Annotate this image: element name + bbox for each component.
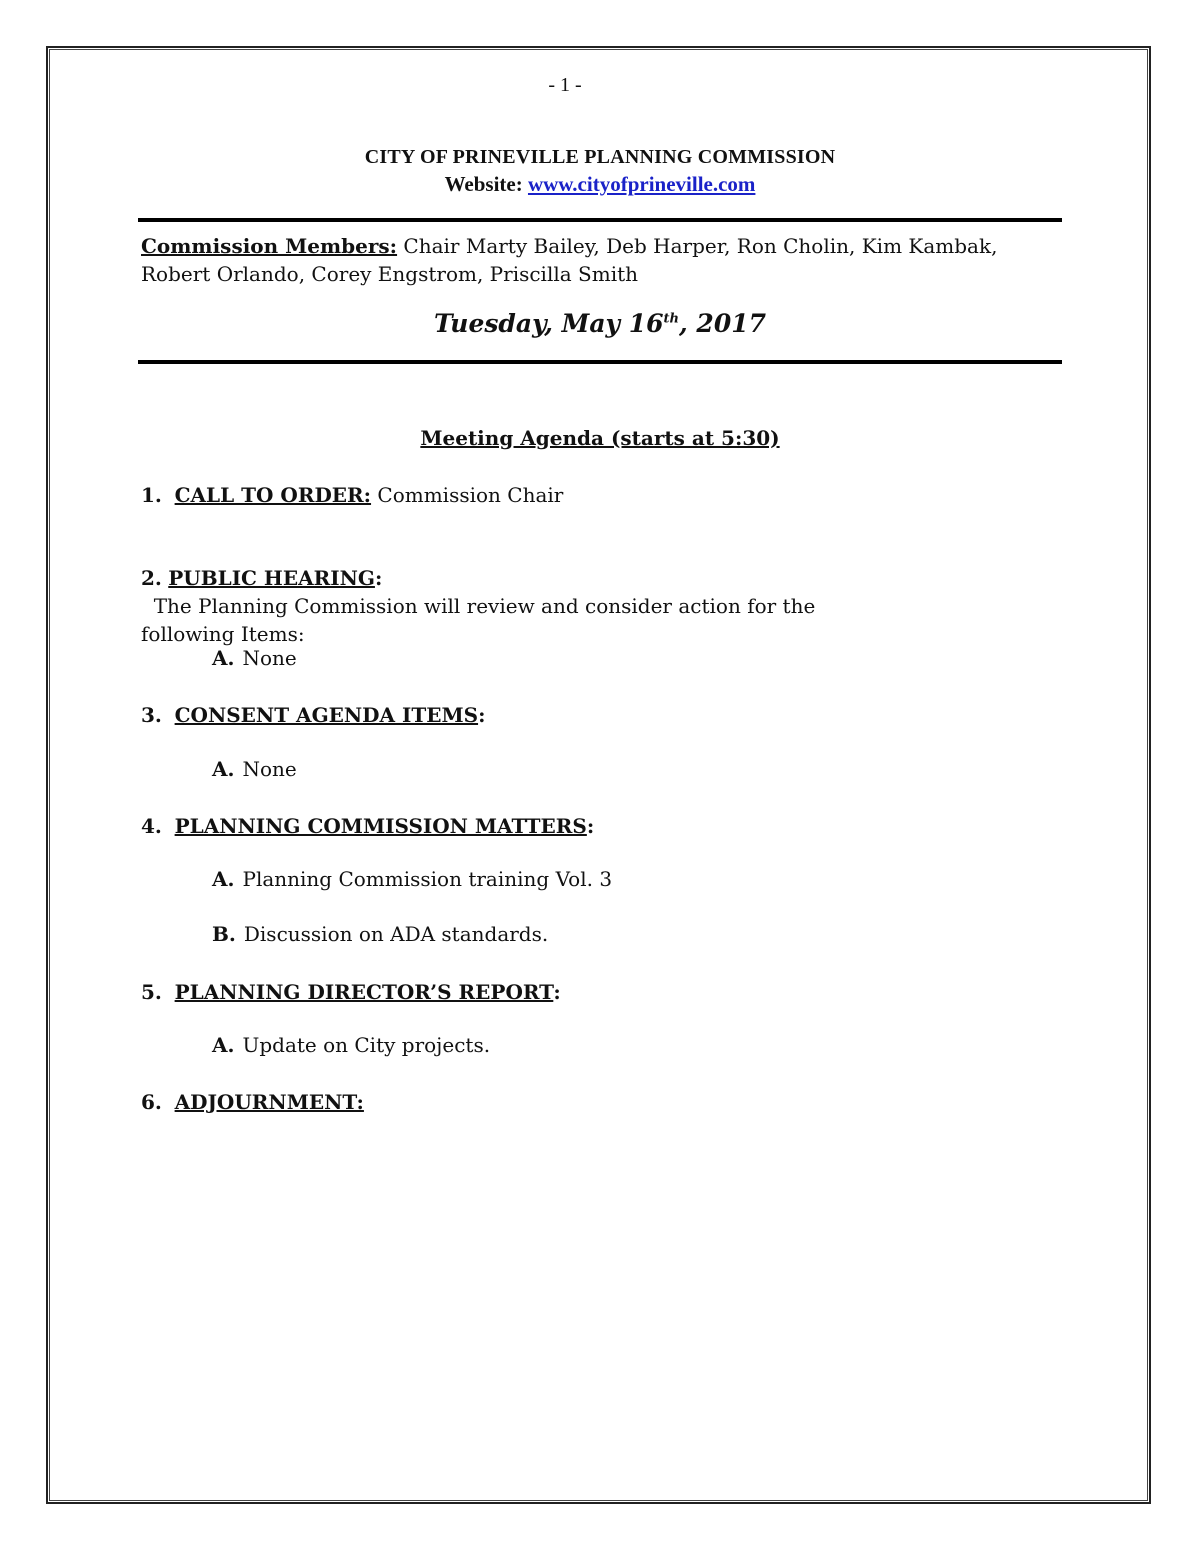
agenda-item-4 [141,812,1041,840]
subitem-letter: A. [212,1033,235,1057]
website-label: Website: [444,172,528,196]
subitem-letter: B. [212,922,236,946]
item-number: 1. [141,483,162,507]
agenda-item-6 [141,1088,1041,1116]
item-colon: : [374,566,383,590]
item-number: 6. [141,1090,162,1114]
item-number: 3. [141,703,162,727]
agenda-subitem-3a [212,757,297,781]
bottom-divider [138,360,1062,364]
item-text: The Planning Commission will review and consider action for the [141,594,816,618]
agenda-item-5 [141,978,1041,1006]
item-colon: : [553,980,561,1004]
item-text: Commission Chair [371,483,564,507]
subitem-text: Planning Commission training Vol. 3 [242,867,613,891]
item-title: CONSENT AGENDA ITEMS [174,703,479,727]
agenda-subitem-5a [212,1033,490,1057]
item-colon: : [478,703,486,727]
agenda-subitem-4b [212,922,548,946]
item-title: PLANNING DIRECTOR’S REPORT [174,980,554,1004]
members-list-cont: Robert Orlando, Corey Engstrom, Priscilla Smith [141,262,639,286]
item-text-cont: following Items: [141,622,305,646]
item-title: ADJOURNMENT: [174,1090,364,1114]
item-title: PUBLIC HEARING [168,566,375,590]
item-colon: : [586,814,595,838]
date-suffix: th [663,311,680,327]
subitem-text: Update on City projects. [242,1033,491,1057]
item-title: CALL TO ORDER: [174,483,372,507]
agenda-item-1 [141,481,1041,509]
item-number: 2. [141,566,162,590]
page-number: - 1 - [548,74,582,96]
agenda-subitem-2a [212,646,297,670]
website-line [0,172,1200,197]
agenda-subitem-4a [212,867,612,891]
subitem-text: Discussion on ADA standards. [243,922,549,946]
members-label: Commission Members: [141,234,398,258]
item-title: PLANNING COMMISSION MATTERS [174,814,587,838]
commission-members [141,232,1041,288]
agenda-title: Meeting Agenda (starts at 5:30) [420,426,780,450]
subitem-letter: A. [212,867,235,891]
subitem-text: None [242,646,297,670]
meeting-date [0,309,1200,338]
date-year: , 2017 [679,309,767,338]
subitem-letter: A. [212,757,235,781]
item-number: 4. [141,814,162,838]
agenda-item-3 [141,701,1041,729]
website-link[interactable]: www.cityofprineville.com [527,172,756,196]
subitem-text: None [242,757,297,781]
subitem-letter: A. [212,646,235,670]
date-main: Tuesday, May 16 [433,309,664,338]
agenda-item-2 [141,564,1041,648]
item-number: 5. [141,980,162,1004]
top-divider [138,218,1062,222]
members-list: Chair Marty Bailey, Deb Harper, Ron Cholin, Kim Kambak, [397,234,998,258]
organization-title: CITY OF PRINEVILLE PLANNING COMMISSION [364,146,836,168]
